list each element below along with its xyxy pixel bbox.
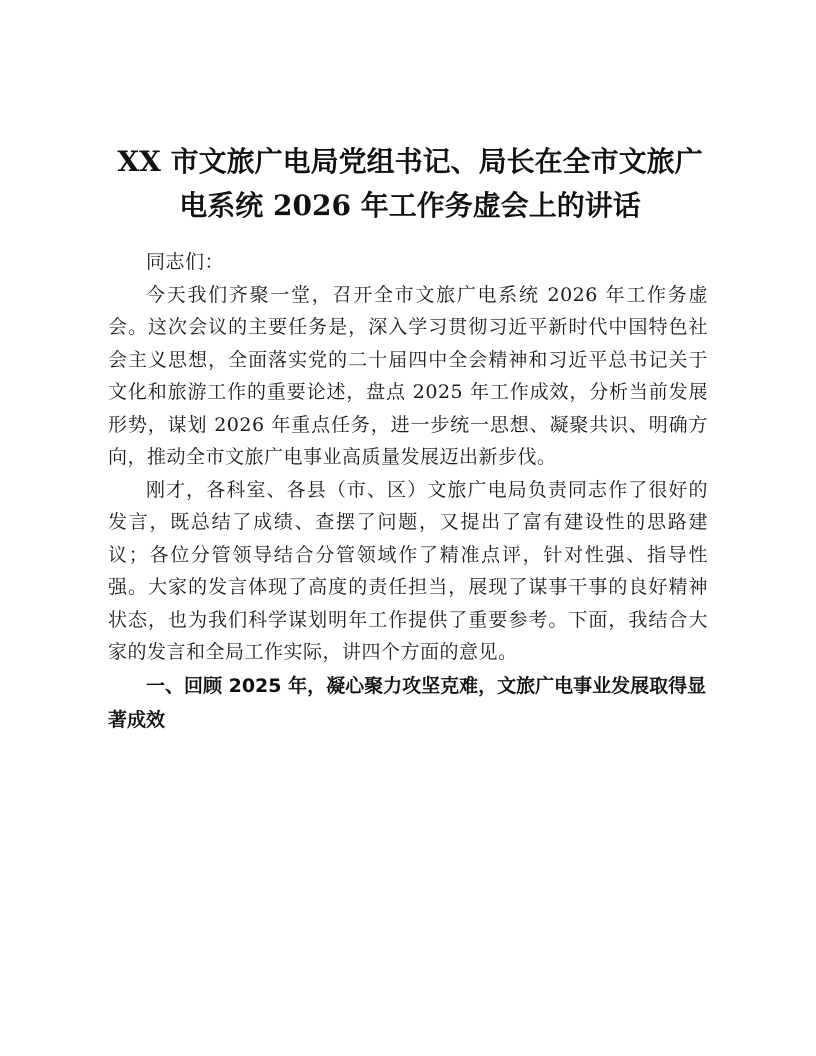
document-body: [108, 246, 708, 737]
title-line-1: XX 市文旅广电局党组书记、局长在全市文旅广: [117, 145, 703, 178]
title-line-2: 电系统 2026 年工作务虚会上的讲话: [179, 189, 641, 222]
paragraph-review: 刚才，各科室、各县（市、区）文旅广电局负责同志作了很好的发言，既总结了成绩、查摆了问题，又提出了富有建设性的思路建议；各位分管领导结合分管领域作了精准点评，针对性强、指导性强。大家的发言体现了高度的责任担当，展现了谋事干事的良好精神状态，也为我们科学谋划明年工作提供了重要参考。下面，我结合大家的发言和全局工作实际，讲四个方面的意见。: [108, 478, 708, 663]
document-title: [100, 140, 720, 228]
salutation: 同志们：: [146, 251, 225, 273]
section-heading: 一、回顾 2025 年，凝心聚力攻坚克难，文旅广电事业发展取得显著成效: [108, 674, 707, 731]
paragraph-opening: 今天我们齐聚一堂，召开全市文旅广电系统 2026 年工作务虚会。这次会议的主要任务是，深入学习贯彻习近平新时代中国特色社会主义思想，全面落实党的二十届四中全会精神和习近平总书记关于文化和旅游工作的重要论述，盘点 2025 年工作成效，分析当前发展形势，谋划 2026 年重点任务，进一步统一思想、凝聚共识、明确方向，推动全市文旅广电事业高质量发展迈出新步伐。: [108, 283, 708, 468]
